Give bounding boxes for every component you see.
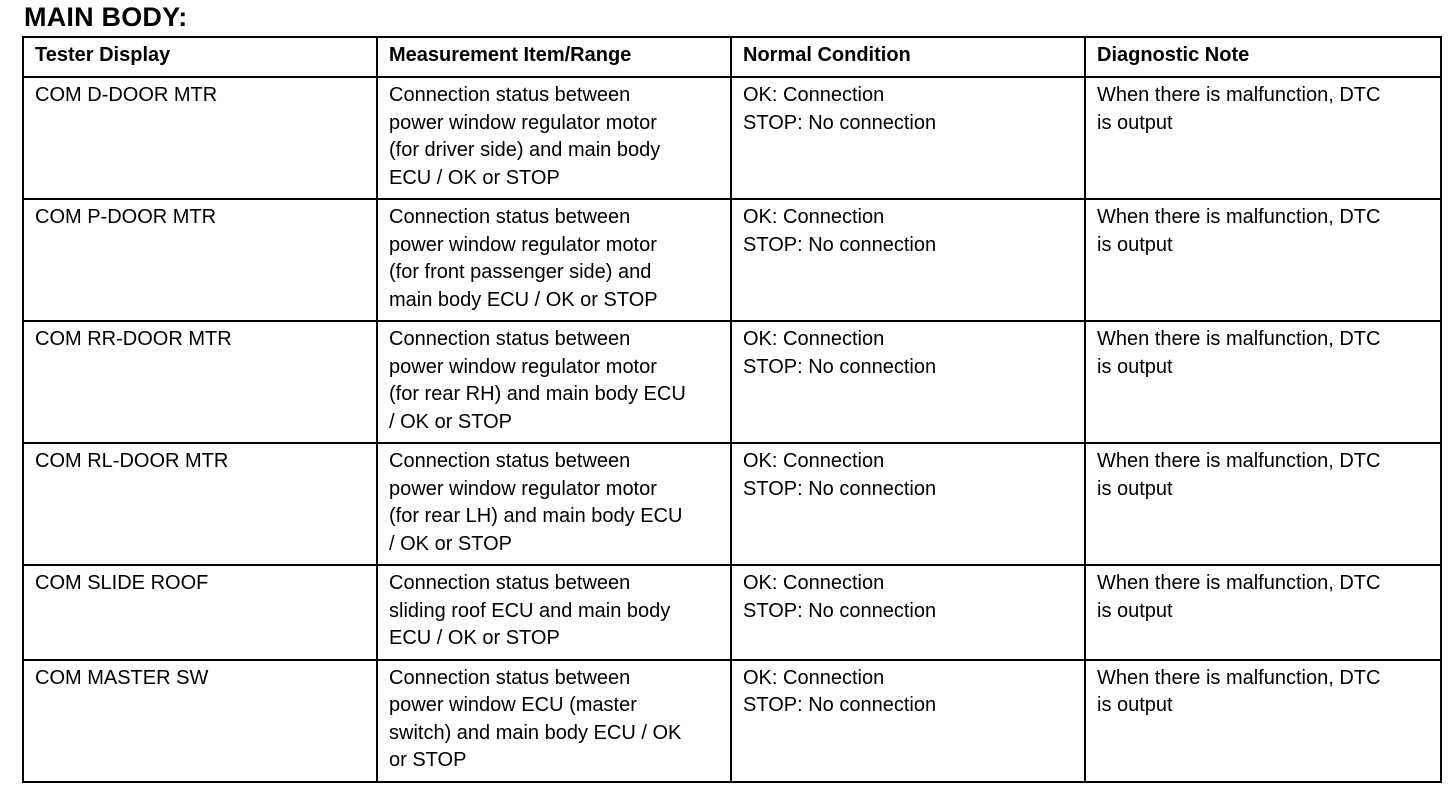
measurement-line: Connection status between	[389, 572, 631, 594]
normal-condition-cell	[731, 565, 1085, 660]
measurement-line: sliding roof ECU and main body	[389, 599, 671, 622]
measurement-cell	[377, 660, 731, 782]
normal-condition-cell	[731, 660, 1085, 782]
table-header-row	[23, 37, 1441, 77]
normal-condition-cell	[731, 443, 1085, 565]
measurement-line: (for front passenger side) and	[389, 261, 652, 283]
measurement-cell	[377, 321, 731, 443]
diagnostic-note-cell	[1085, 199, 1441, 321]
measurement-line: Connection status between	[389, 450, 631, 472]
measurement-line: Connection status between	[389, 666, 631, 689]
normal-line: STOP: No connection	[743, 111, 937, 134]
note-line: is output	[1097, 233, 1173, 256]
tester-display-cell: COM RL-DOOR MTR	[23, 443, 377, 565]
normal-line: STOP: No connection	[743, 599, 937, 622]
diagnostic-note-cell	[1085, 77, 1441, 199]
table-row	[23, 199, 1441, 321]
tester-display-cell: COM SLIDE ROOF	[23, 565, 377, 660]
note-line: When there is malfunction, DTC	[1097, 572, 1381, 594]
header-normal-condition: Normal Condition	[731, 37, 1085, 77]
measurement-line: or STOP	[389, 749, 467, 771]
tester-display-cell: COM P-DOOR MTR	[23, 199, 377, 321]
note-line: is output	[1097, 477, 1173, 500]
diagnostic-note-cell	[1085, 565, 1441, 660]
note-line: When there is malfunction, DTC	[1097, 328, 1381, 350]
normal-line: OK: Connection	[743, 572, 885, 594]
measurement-line: ECU / OK or STOP	[389, 627, 560, 649]
measurement-line: power window regulator motor	[389, 477, 657, 500]
measurement-line: Connection status between	[389, 206, 631, 228]
normal-line: OK: Connection	[743, 84, 885, 106]
measurement-cell	[377, 443, 731, 565]
normal-line: STOP: No connection	[743, 355, 937, 378]
diagnostic-note-cell	[1085, 321, 1441, 443]
measurement-cell	[377, 77, 731, 199]
normal-line: OK: Connection	[743, 450, 885, 472]
table-row	[23, 565, 1441, 660]
note-line: When there is malfunction, DTC	[1097, 84, 1381, 106]
table-row	[23, 660, 1441, 782]
normal-line: OK: Connection	[743, 206, 885, 228]
tester-display-cell: COM RR-DOOR MTR	[23, 321, 377, 443]
measurement-line: (for driver side) and main body	[389, 139, 661, 161]
tester-display-cell: COM D-DOOR MTR	[23, 77, 377, 199]
diagnostic-note-cell	[1085, 660, 1441, 782]
main-body-table	[22, 36, 1442, 783]
measurement-line: power window regulator motor	[389, 111, 657, 134]
normal-line: STOP: No connection	[743, 233, 937, 256]
table-row	[23, 443, 1441, 565]
note-line: When there is malfunction, DTC	[1097, 666, 1381, 689]
measurement-line: / OK or STOP	[389, 410, 512, 433]
measurement-line: power window regulator motor	[389, 233, 657, 256]
measurement-line: Connection status between	[389, 328, 631, 350]
note-line: is output	[1097, 694, 1173, 716]
normal-condition-cell	[731, 321, 1085, 443]
table-row	[23, 321, 1441, 443]
diagnostic-note-cell	[1085, 443, 1441, 565]
measurement-line: switch) and main body ECU / OK	[389, 721, 682, 744]
page-title: MAIN BODY:	[24, 2, 188, 32]
normal-line: STOP: No connection	[743, 694, 937, 716]
measurement-line: power window ECU (master	[389, 694, 637, 716]
measurement-line: / OK or STOP	[389, 532, 512, 555]
measurement-line: power window regulator motor	[389, 355, 657, 378]
measurement-line: ECU / OK or STOP	[389, 166, 560, 189]
note-line: When there is malfunction, DTC	[1097, 450, 1381, 472]
measurement-line: (for rear LH) and main body ECU	[389, 505, 683, 527]
normal-condition-cell	[731, 77, 1085, 199]
normal-line: OK: Connection	[743, 328, 885, 350]
note-line: is output	[1097, 355, 1173, 378]
header-measurement-item: Measurement Item/Range	[377, 37, 731, 77]
normal-line: STOP: No connection	[743, 477, 937, 500]
table-row	[23, 77, 1441, 199]
note-line: When there is malfunction, DTC	[1097, 206, 1381, 228]
measurement-cell	[377, 199, 731, 321]
header-diagnostic-note: Diagnostic Note	[1085, 37, 1441, 77]
note-line: is output	[1097, 599, 1173, 622]
measurement-cell	[377, 565, 731, 660]
measurement-line: Connection status between	[389, 84, 631, 106]
normal-condition-cell	[731, 199, 1085, 321]
normal-line: OK: Connection	[743, 666, 885, 689]
note-line: is output	[1097, 111, 1173, 134]
header-tester-display: Tester Display	[23, 37, 377, 77]
tester-display-cell: COM MASTER SW	[23, 660, 377, 782]
measurement-line: main body ECU / OK or STOP	[389, 288, 658, 311]
measurement-line: (for rear RH) and main body ECU	[389, 383, 686, 405]
